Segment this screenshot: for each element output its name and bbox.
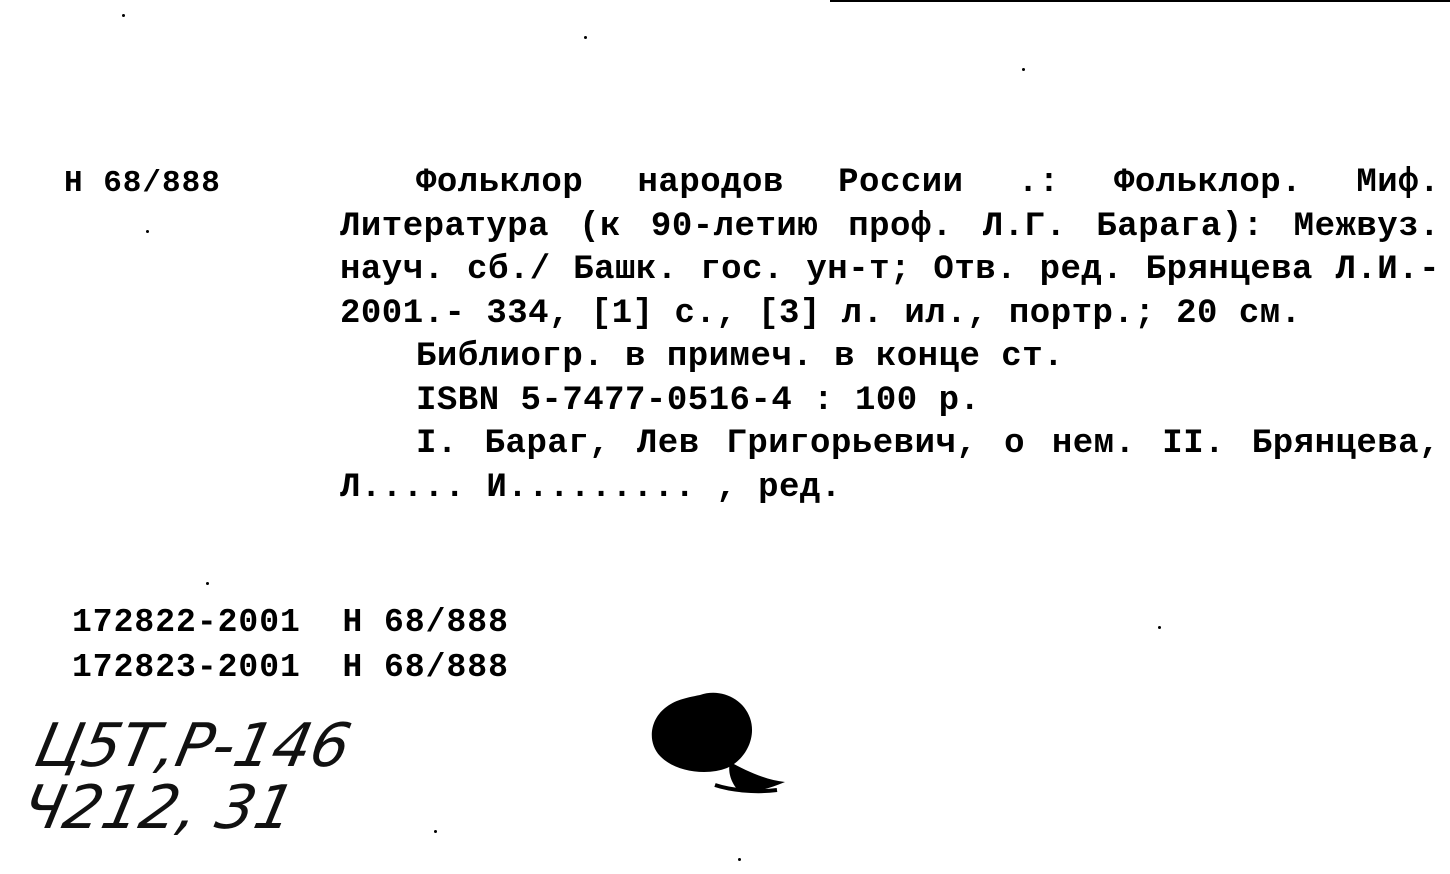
- speck: [122, 14, 125, 17]
- inventory-list: [72, 600, 509, 690]
- description-paragraph: Фольклор народов России .: Фольклор. Миф. Литература (к 90-летию проф. Л.Г. Барага): Межвуз. науч. сб./ Башк. гос. ун-т; Отв. ред. Брянцева Л.И.- 2001.- 334, [1] с., [3] л. ил., портр.; 20 см.: [340, 164, 1440, 333]
- inventory-number: 172822-2001: [72, 604, 301, 641]
- speck: [738, 858, 741, 861]
- speck: [1158, 626, 1161, 629]
- ink-blot: [645, 690, 795, 805]
- inventory-shelfmark: Н 68/888: [342, 649, 509, 686]
- inventory-row: [72, 600, 509, 645]
- inventory-row: [72, 645, 509, 690]
- shelfmark: Н 68/888: [64, 166, 221, 201]
- handwritten-line: Ц5Т,Р-146: [29, 711, 357, 781]
- speck: [584, 36, 587, 39]
- speck: [206, 582, 209, 585]
- handwritten-line: Ч212, 31: [15, 773, 302, 843]
- top-border-line: [830, 0, 1450, 2]
- handwritten-notes: [15, 711, 357, 843]
- speck: [146, 230, 149, 233]
- isbn-line: ISBN 5-7477-0516-4 : 100 р.: [416, 381, 981, 420]
- bibliographic-entry: [340, 162, 1440, 510]
- inventory-number: 172823-2001: [72, 649, 301, 686]
- added-entries: I. Бараг, Лев Григорьевич, о нем. II. Брянцева, Л..... И......... , ред.: [340, 425, 1440, 507]
- speck: [434, 830, 437, 833]
- speck: [1022, 68, 1025, 71]
- bibliography-note: Библиогр. в примеч. в конце ст.: [416, 338, 1065, 376]
- inventory-shelfmark: Н 68/888: [342, 604, 509, 641]
